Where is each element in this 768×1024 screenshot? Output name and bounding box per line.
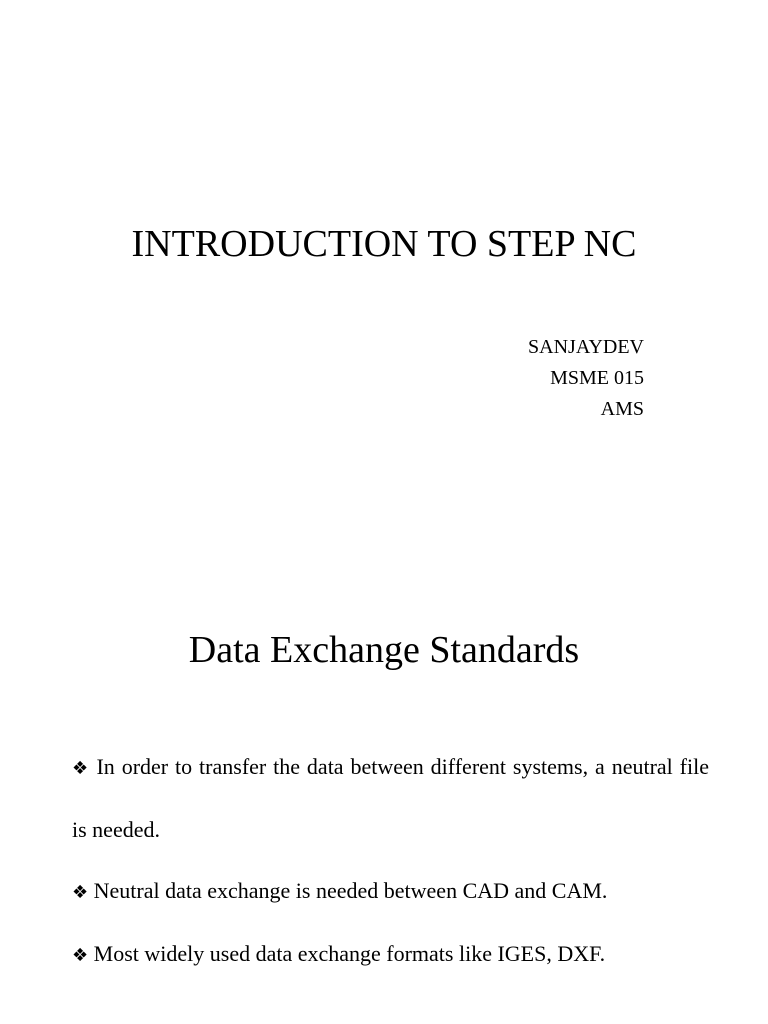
diamond-bullet-icon: ❖ (72, 882, 89, 903)
bullet-text: Neutral data exchange is needed between CAD and CAM. (93, 878, 608, 903)
bullet-text: Most widely used data exchange formats like IGES, DXF. (93, 941, 606, 966)
section-heading: Data Exchange Standards (188, 629, 580, 671)
diamond-bullet-icon: ❖ (72, 945, 89, 966)
author-id: MSME 015 (550, 367, 644, 389)
author-name: SANJAYDEV (528, 336, 644, 358)
bullet-list (72, 736, 709, 986)
author-department: AMS (600, 398, 644, 420)
bullet-item (72, 923, 709, 986)
bullet-item (72, 860, 709, 923)
diamond-bullet-icon: ❖ (72, 758, 90, 779)
bullet-text: In order to transfer the data between different systems, a neutral file is needed. (72, 754, 709, 842)
author-block (528, 332, 644, 425)
document-title: INTRODUCTION TO STEP NC (131, 223, 637, 265)
bullet-item (72, 736, 709, 860)
